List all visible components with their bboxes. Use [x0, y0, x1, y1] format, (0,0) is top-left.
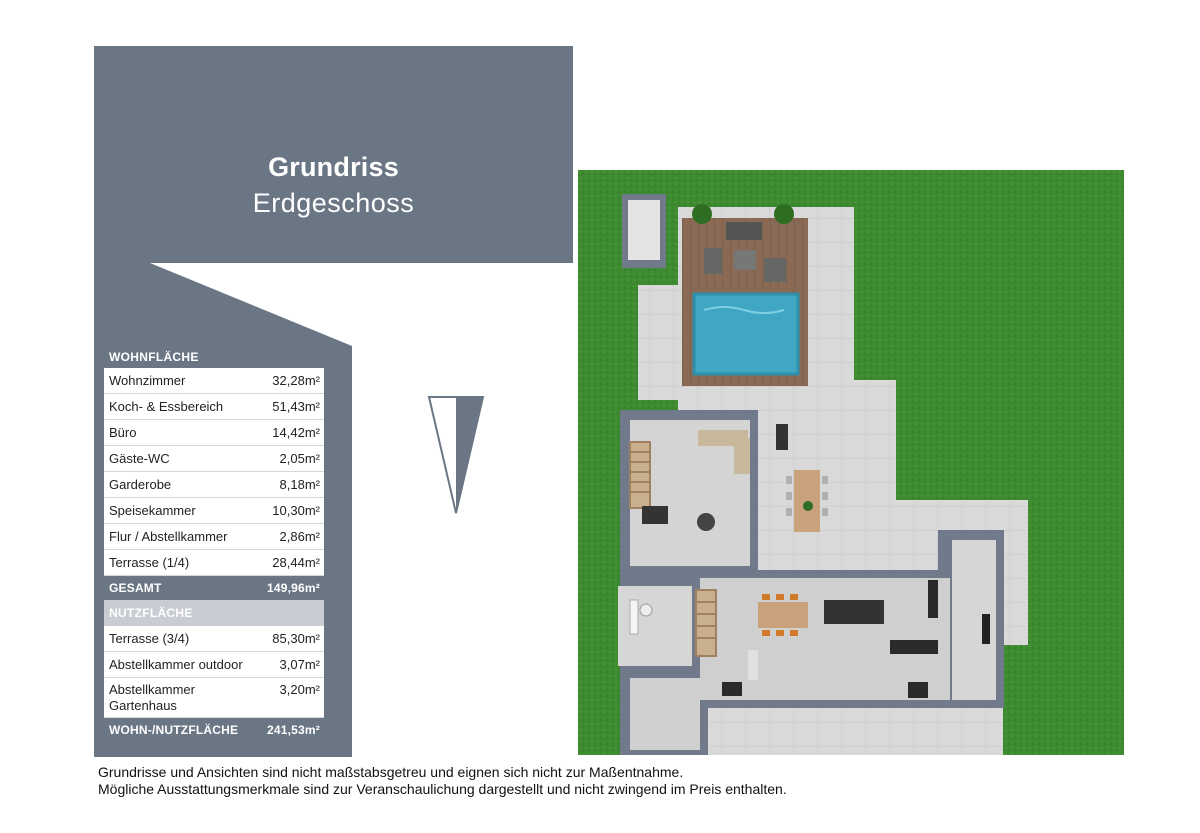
area-value: 32,28m²: [272, 373, 320, 388]
area-value: 10,30m²: [272, 503, 320, 518]
area-row: [104, 498, 324, 524]
total-value: 149,96m²: [267, 581, 320, 595]
area-value: 51,43m²: [272, 399, 320, 414]
area-value: 2,86m²: [279, 529, 320, 544]
area-label: Abstellkammer Gartenhaus: [109, 682, 195, 713]
area-label: Büro: [109, 425, 137, 440]
area-row: [104, 394, 324, 420]
area-row: [104, 678, 324, 718]
area-value: 28,44m²: [272, 555, 320, 570]
nutzflaeche-total-row: [104, 718, 324, 742]
terrace-strip: [638, 285, 678, 400]
wohnflaeche-total-row: [104, 576, 324, 600]
area-label: Terrasse (3/4): [109, 631, 190, 646]
area-label: Speisekammer: [109, 503, 196, 518]
area-value: 3,20m²: [279, 682, 320, 697]
area-label: Koch- & Essbereich: [109, 399, 224, 414]
area-row: [104, 550, 324, 576]
area-row: [104, 626, 324, 652]
area-label: Gäste-WC: [109, 451, 170, 466]
title-block: [94, 46, 573, 263]
area-label: Flur / Abstellkammer: [109, 529, 228, 544]
floor-plan-image: [578, 170, 1124, 755]
area-row: [104, 524, 324, 550]
area-label: Terrasse (1/4): [109, 555, 190, 570]
total-label: GESAMT: [109, 581, 162, 595]
area-label: Garderobe: [109, 477, 172, 492]
total-value: 241,53m²: [267, 723, 320, 737]
area-row: [104, 446, 324, 472]
floor-subtitle: Erdgeschoss: [252, 188, 415, 218]
disclaimer-line: Mögliche Ausstattungsmerkmale sind zur Veranschaulichung dargestellt und nicht zwingend im Preis enthalten.: [98, 781, 787, 797]
total-label: WOHN-/NUTZFLÄCHE: [109, 723, 239, 737]
area-value: 14,42m²: [272, 425, 320, 440]
entry-floor: [630, 678, 700, 750]
area-row: [104, 368, 324, 394]
pool: [694, 294, 798, 374]
area-row: [104, 420, 324, 446]
area-value: 8,18m²: [279, 477, 320, 492]
north-arrow-icon: [427, 395, 485, 515]
disclaimer-text: [98, 764, 787, 798]
disclaimer-line: Grundrisse und Ansichten sind nicht maßstabsgetreu und eignen sich nicht zur Maßentnahme.: [98, 764, 684, 780]
area-row: [104, 652, 324, 678]
area-row: [104, 472, 324, 498]
page-title: Grundriss: [268, 152, 399, 182]
kitchen-island: [824, 600, 884, 624]
area-value: 3,07m²: [279, 657, 320, 672]
kitchen-dining-floor: [700, 578, 950, 700]
area-label: Abstellkammer outdoor: [109, 657, 243, 672]
area-value: 85,30m²: [272, 631, 320, 646]
area-value: 2,05m²: [279, 451, 320, 466]
area-label: Wohnzimmer: [109, 373, 186, 388]
wohnflaeche-heading: WOHNFLÄCHE: [109, 350, 199, 364]
wc-floor: [618, 586, 692, 666]
area-table: [104, 346, 324, 742]
nutzflaeche-heading: NUTZFLÄCHE: [104, 600, 324, 626]
